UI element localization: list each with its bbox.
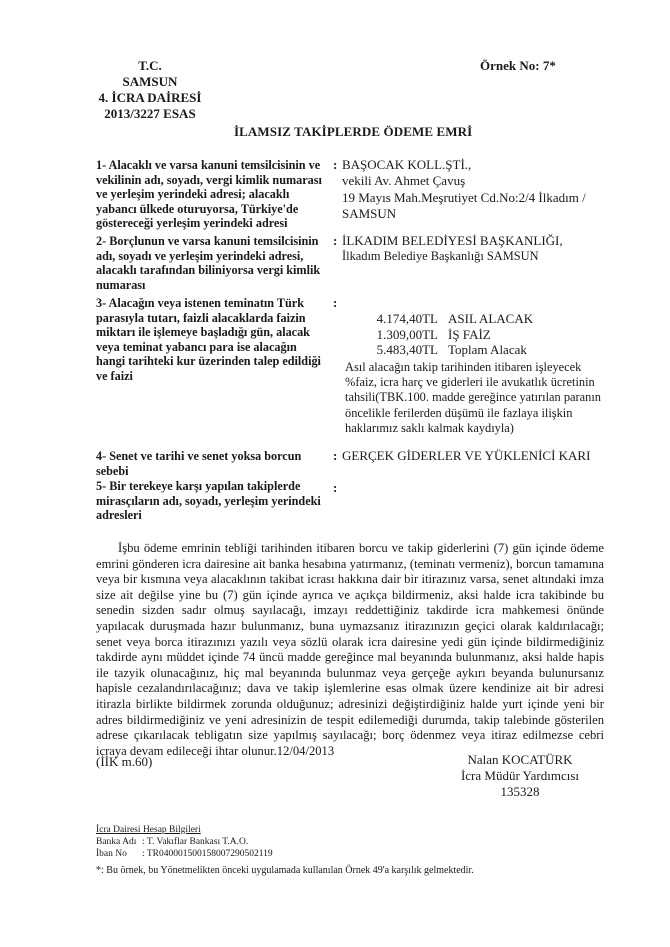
claim-label: 3- Alacağın veya istenen teminatın Türk parasıyla tutarı, faizli alacaklarda faizin miktarı ile işlemeye başladığı gün, alacak veya teminat yabancı para ise alacağın hangi tarihteki kur üzerinden talep edildiği ve faizi <box>96 296 321 383</box>
amount-value: 5.483,40TL <box>376 342 438 357</box>
claim-note: Asıl alacağın takip tarihinden itibaren işleyecek %faiz, icra harç ve giderleri ile avukatlık ücretinin tahsili(TBK.100. madde gereğince yatırılan paranın öncelikle ferilerden düşümü ile fazlaya ilişkin haklarımız saklı kalmak kaydıyla) <box>345 360 601 435</box>
bond-label: 4- Senet ve tarihi ve senet yoksa borcun sebebi <box>96 449 302 478</box>
creditor-label: 1- Alacaklı ve varsa kanuni temsilcisinin ve vekilinin adı, soyadı, vergi kimlik numarası ve yerleşim yerindeki adresi; alacaklı yabancı ülkede oturuyorsa, Türkiye'de göstereceği yerleşim yerindeki adresi <box>96 158 322 231</box>
amount-row-principal <box>360 311 533 327</box>
payment-order-text: İşbu ödeme emrinin tebliği tarihinden itibaren borcu ve takip giderlerini (7) gün içinde ödeme emrini gönderen icra dairesine ait banka hesabına yatırmanız, (teminatı vermeniz), borcun tamamına veya bir kısmına veya alacaklının takibat icrası hakkına dair bir itirazınız varsa, senet altındaki imza size ait değilse yine bu (7) gün içinde ayrıca ve açıkça bildirmeniz, aksi halde icra takibinde bu senedin sizden sadır olmuş sayılacağı, imzayı reddettiğiniz takdirde icra mahkemesi önünde yapılacak duruşmada hazır bulunmanız, buna uymazsanız itirazınızın geçici olarak kaldırılacağı; senet veya borca itirazınızı yazılı veya sözlü olarak icra dairesine yedi gün içinde bildirmediğiniz takdirde aynı müddet içinde 74 üncü madde gereğince mal beyanında bulunmanız, aksi halde hapis ile tazyik olunacağınız, hiç mal beyanında bulunmaz veya gerçeğe aykırı beyanda bulunursanız hapisle cezalandırılacağınız; dava ve takip işlemlerine esas olmak üzere kendinize ait bir adresi itirazla birlikte bildirmek zorunda olduğunuz; adresinizi değiştirdiğiniz halde yurt içinde yeni bir adres bildirmediğiniz ve yeni adresinizin de tespit edilemediği durumda, takip talebinde gösterilen adrese çıkarılacak tebligatın size yapılmış sayılacağı; borç ödenmez veya itiraz edilmezse cebri icraya devam edileceği ihtar olunur.12/04/2013 <box>96 541 604 758</box>
bank-name-row <box>96 836 396 848</box>
sample-number: Örnek No: 7* <box>480 58 556 73</box>
org-line-2: SAMSUN <box>122 74 178 89</box>
claim-amounts <box>360 311 533 358</box>
debtor-label: 2- Borçlunun ve varsa kanuni temsilcisinin adı, soyadı ve yerleşim yerindeki adresi, alacaklı tarafından biliniyorsa vergi kimlik numarası <box>96 234 321 292</box>
signer-title: İcra Müdür Yardımcısı <box>460 768 580 783</box>
file-number: 2013/3227 ESAS <box>104 106 196 121</box>
debtor-name: İLKADIM BELEDİYESİ BAŞKANLIĞI, <box>342 233 563 248</box>
amount-desc: Toplam Alacak <box>448 342 527 357</box>
iban-value: : TR040001500158007290502119 <box>142 849 273 859</box>
bank-info <box>96 824 396 860</box>
page-title: İLAMSIZ TAKİPLERDE ÖDEME EMRİ <box>234 124 473 139</box>
amount-desc: ASIL ALACAK <box>448 311 534 326</box>
law-reference: (İİK m.60) <box>96 754 153 769</box>
signer-number: 135328 <box>500 784 540 799</box>
amount-row-total <box>360 342 533 358</box>
amount-row-interest <box>360 327 533 343</box>
colon: : <box>333 295 338 310</box>
creditor-lawyer: vekili Av. Ahmet Çavuş <box>342 172 466 188</box>
creditor-address: 19 Mayıs Mah.Meşrutiyet Cd.No:2/4 İlkadım / SAMSUN <box>342 190 586 221</box>
colon: : <box>333 233 338 248</box>
amount-desc: İŞ FAİZ <box>448 326 491 342</box>
bank-name-label: Banka Adı <box>96 837 137 847</box>
footnote: *: Bu örnek, bu Yönetmelikten önceki uygulamada kullanılan Örnek 49'a karşılık gelmektedir. <box>96 865 474 876</box>
colon: : <box>333 157 338 172</box>
bank-name-value: : T. Vakıflar Bankası T.A.O. <box>142 837 249 847</box>
colon: : <box>333 480 338 495</box>
amount-value: 1.309,00TL <box>376 326 438 342</box>
debtor-address: İlkadım Belediye Başkanlığı SAMSUN <box>342 248 539 263</box>
signature-block <box>440 752 600 800</box>
bond-value: GERÇEK GİDERLER VE YÜKLENİCİ KARI <box>342 448 591 463</box>
creditor-name: BAŞOCAK KOLL.ŞTİ., <box>342 157 472 172</box>
court-header <box>88 58 212 122</box>
heirs-label: 5- Bir terekeye karşı yapılan takiplerde mirasçıların adı, soyadı, yerleşim yerindeki adresleri <box>96 479 321 523</box>
colon: : <box>333 448 338 463</box>
signer-name: Nalan KOCATÜRK <box>467 752 573 767</box>
bank-heading: İcra Dairesi Hesap Bilgileri <box>96 825 201 835</box>
iban-label: İban No <box>96 849 127 859</box>
org-line-1: T.C. <box>138 58 162 73</box>
amount-value: 4.174,40TL <box>376 311 438 326</box>
creditor-value <box>342 157 602 221</box>
debtor-value <box>342 233 612 264</box>
org-line-3: 4. İCRA DAİRESİ <box>98 90 202 105</box>
iban-row <box>96 848 396 860</box>
